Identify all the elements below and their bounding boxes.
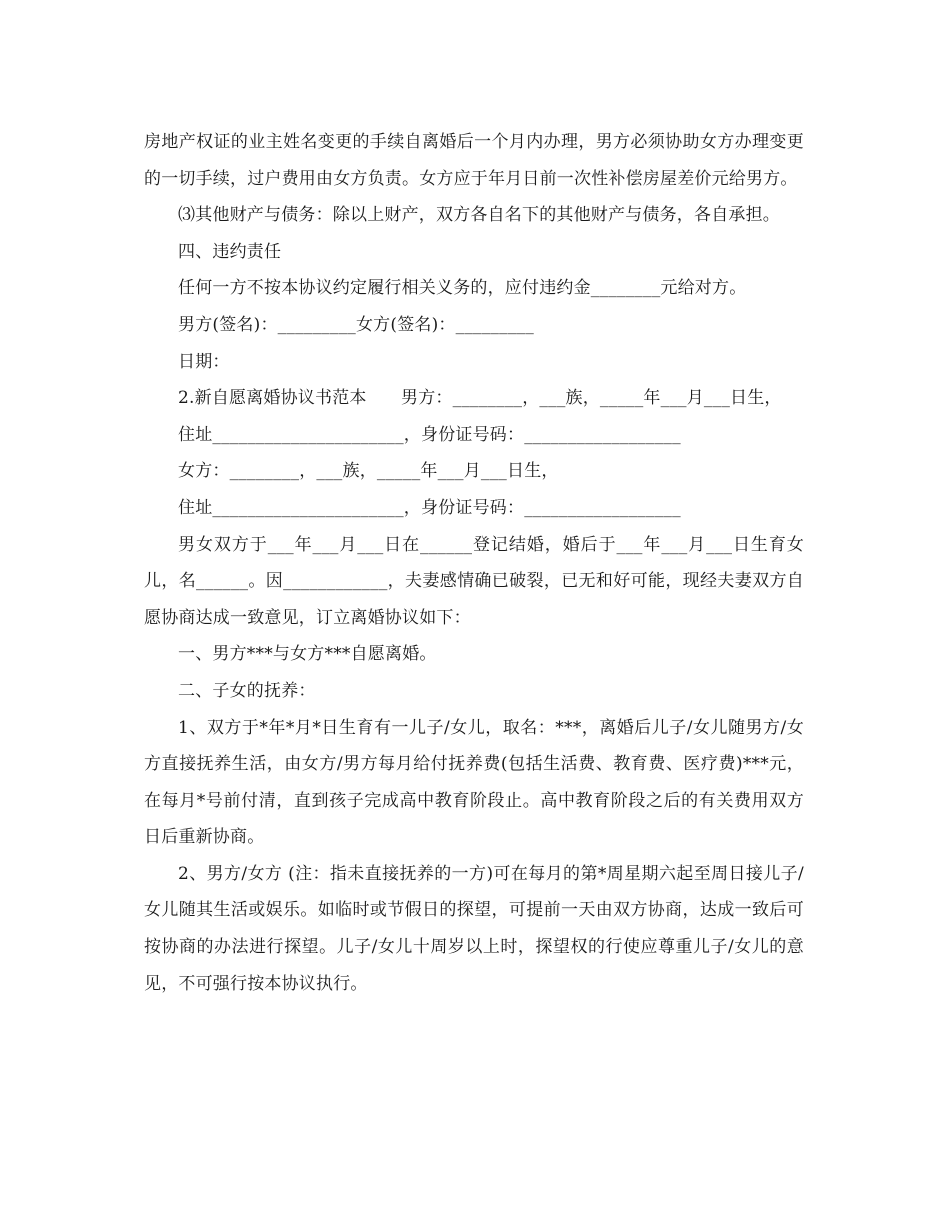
- paragraph-other-assets: ⑶其他财产与债务：除以上财产，双方各自名下的其他财产与债务，各自承担。: [178, 205, 780, 226]
- paragraph-marriage-facts: 男女双方于___年___月___日在______登记结婚，婚后于___年___月___日生育女儿，名______。因____________，夫妻感情确已破裂，已无和好可能，现经夫妻双方自愿协商达成一致意见，订立离婚协议如下：: [144, 534, 804, 628]
- paragraph-template-title-male: 2.新自愿离婚协议书范本 男方：________，___族，_____年___月___日生，: [178, 388, 782, 409]
- date-line: 日期：: [178, 351, 230, 372]
- female-address-line: 住址______________________，身份证号码：__________________: [178, 497, 681, 518]
- section-heading-breach: 四、违约责任: [178, 241, 282, 262]
- paragraph-penalty: 任何一方不按本协议约定履行相关义务的，应付违约金________元给对方。: [178, 278, 747, 299]
- clause-visitation: 2、男方/女方 (注：指未直接抚养的一方)可在每月的第*周星期六起至周日接儿子/女儿随其生活或娱乐。如临时或节假日的探望，可提前一天由双方协商，达成一致后可按协商的办法进行探望。儿子/女儿十周岁以上时，探望权的行使应尊重儿子/女儿的意见，不可强行按本协议执行。: [144, 863, 804, 994]
- male-address-line: 住址______________________，身份证号码：__________________: [178, 424, 681, 445]
- clause-child-custody: 1、双方于*年*月*日生育有一儿子/女儿，取名：***，离婚后儿子/女儿随男方/女方直接抚养生活，由女方/男方每月给付抚养费(包括生活费、教育费、医疗费)***元，在每月*号前付清，直到孩子完成高中教育阶段止。高中教育阶段之后的有关费用双方日后重新协商。: [144, 717, 804, 848]
- document-page: [144, 124, 804, 1002]
- paragraph-property-transfer: 房地产权证的业主姓名变更的手续自离婚后一个月内办理，男方必须协助女方办理变更的一切手续，过户费用由女方负责。女方应于年月日前一次性补偿房屋差价元给男方。: [144, 132, 804, 189]
- signature-line: 男方(签名)：_________女方(签名)：_________: [178, 314, 534, 335]
- clause-divorce-agreement: 一、男方***与女方***自愿离婚。: [178, 644, 437, 665]
- female-info-line: 女方：________，___族，_____年___月___日生，: [178, 461, 559, 482]
- section-heading-child-support: 二、子女的抚养：: [178, 680, 316, 701]
